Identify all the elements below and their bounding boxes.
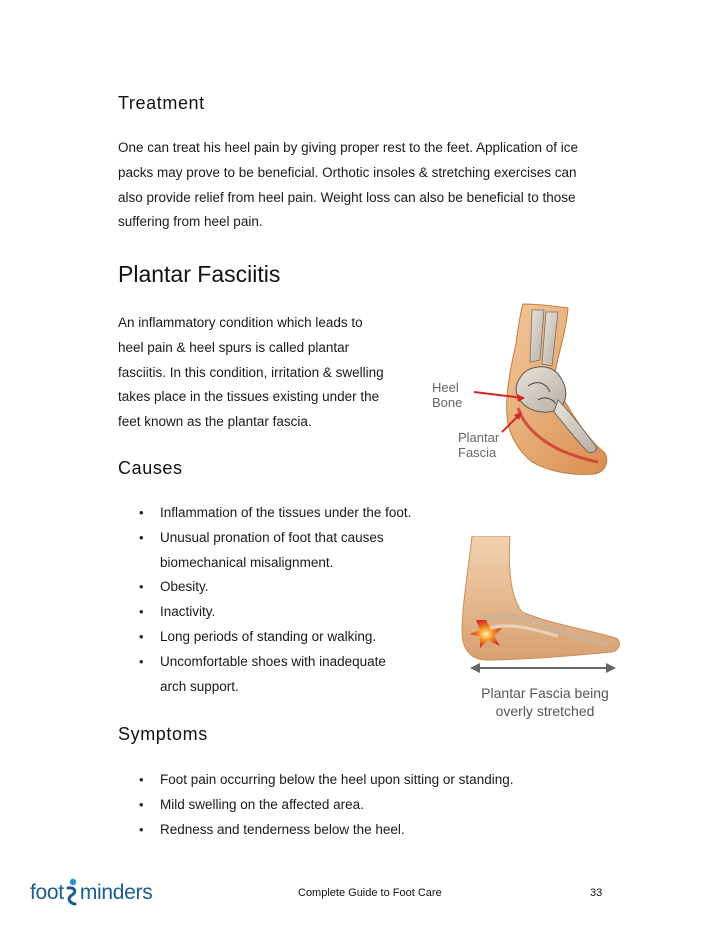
footer-title: Complete Guide to Foot Care bbox=[298, 887, 442, 899]
plantar-line: feet known as the plantar fascia. bbox=[118, 414, 312, 430]
plantar-line: An inflammatory condition which leads to bbox=[118, 315, 363, 330]
symptoms-list bbox=[118, 768, 618, 842]
page-number: 33 bbox=[590, 887, 603, 899]
list-item: • Mild swelling on the affected area. bbox=[118, 793, 618, 818]
stretched-fascia-caption bbox=[460, 684, 630, 720]
heel-bone-label-line: Bone bbox=[432, 395, 463, 410]
treatment-line: packs may prove to be beneficial. Orthotic insoles & stretching exercises can bbox=[118, 164, 577, 180]
list-item: • Unusual pronation of foot that causes bbox=[118, 526, 448, 551]
list-item-continuation: biomechanical misalignment. bbox=[160, 554, 334, 570]
heel-bone-label-line: Heel bbox=[432, 380, 459, 395]
list-item: • Foot pain occurring below the heel upon sitting or standing. bbox=[118, 768, 618, 793]
list-item: • Redness and tenderness below the heel. bbox=[118, 818, 618, 843]
logo-text-foot: foot bbox=[30, 881, 64, 904]
treatment-line: suffering from heel pain. bbox=[118, 214, 263, 230]
list-item: • Inactivity. bbox=[118, 600, 448, 625]
list-item: • Long periods of standing or walking. bbox=[118, 625, 448, 650]
logo-text-minders: minders bbox=[79, 881, 153, 904]
caption-line: Plantar Fascia being bbox=[481, 685, 609, 701]
plantar-heading: Plantar Fasciitis bbox=[118, 261, 281, 287]
list-item: • Uncomfortable shoes with inadequate bbox=[118, 650, 448, 675]
caption-line: overly stretched bbox=[495, 703, 595, 719]
list-item: • Inflammation of the tissues under the foot. bbox=[118, 501, 448, 526]
causes-list bbox=[118, 501, 448, 699]
plantar-line: heel pain & heel spurs is called plantar bbox=[118, 339, 350, 355]
treatment-line: also provide relief from heel pain. Weight loss can also be beneficial to those bbox=[118, 189, 576, 205]
treatment-paragraph bbox=[118, 136, 618, 235]
stretched-fascia-figure bbox=[440, 536, 624, 686]
logo-figure-icon bbox=[65, 878, 79, 908]
plantar-fascia-label-line: Plantar bbox=[458, 430, 500, 445]
treatment-line: One can treat his heel pain by giving proper rest to the feet. Application of ice bbox=[118, 140, 579, 155]
heel-bone-label bbox=[432, 380, 462, 410]
plantar-fascia-label-line: Fascia bbox=[458, 445, 497, 460]
list-item: • Obesity. bbox=[118, 575, 448, 600]
symptoms-heading: Symptoms bbox=[118, 724, 208, 744]
list-item-continuation: arch support. bbox=[160, 678, 239, 694]
plantar-paragraph bbox=[118, 311, 418, 435]
plantar-line: takes place in the tissues existing under the bbox=[118, 389, 380, 405]
footminders-logo bbox=[30, 876, 152, 910]
treatment-heading: Treatment bbox=[118, 93, 205, 113]
plantar-line: fasciitis. In this condition, irritation & swelling bbox=[118, 364, 384, 380]
causes-heading: Causes bbox=[118, 458, 183, 478]
plantar-fascia-label bbox=[458, 430, 499, 460]
